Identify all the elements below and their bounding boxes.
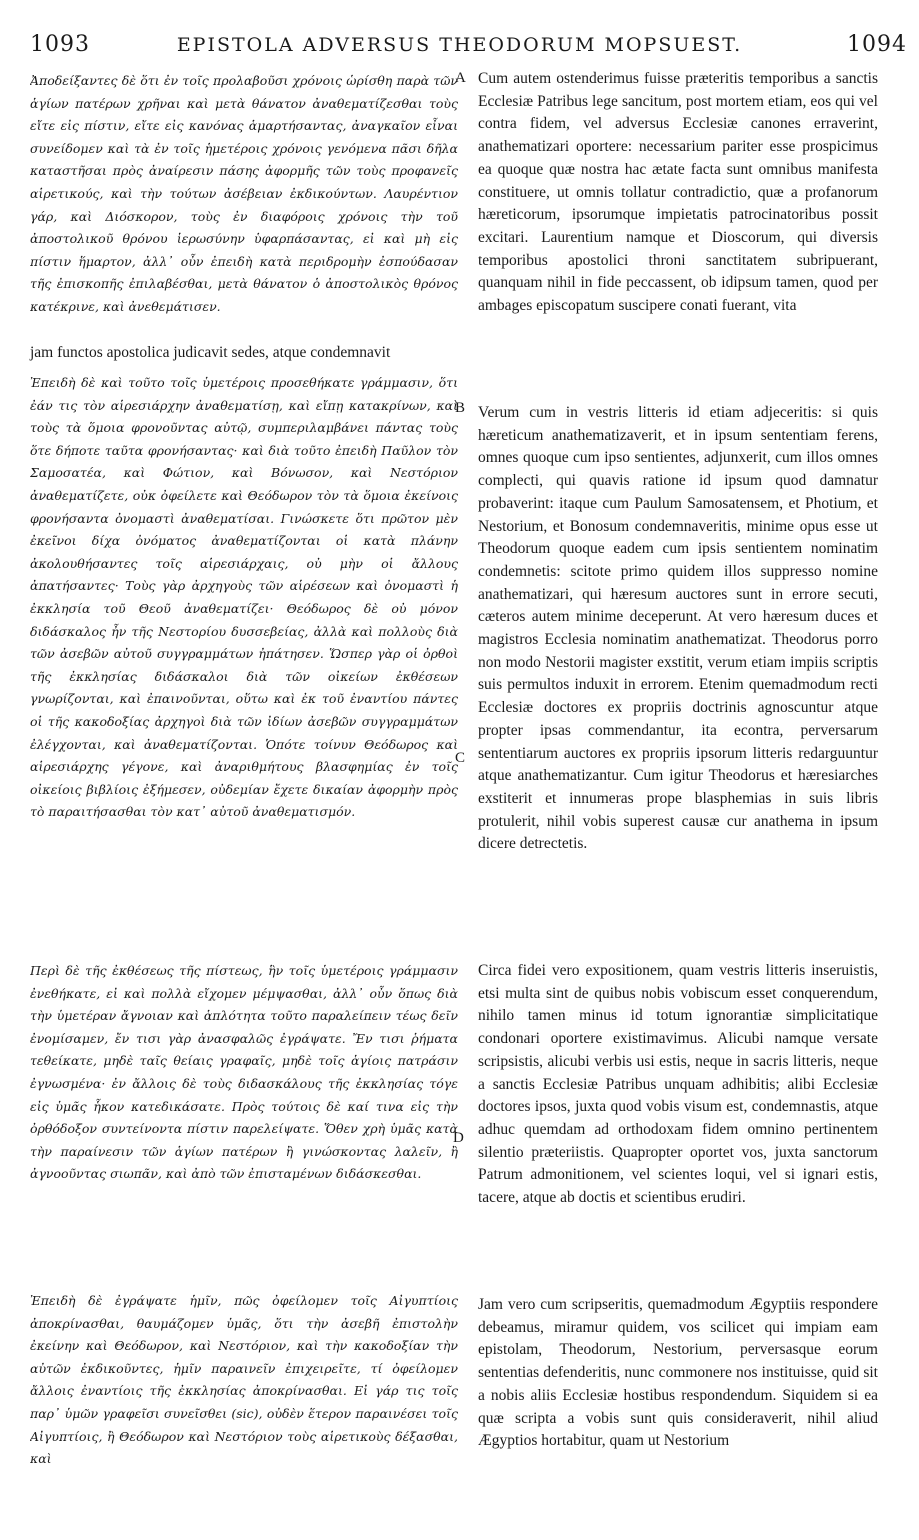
marker-d: D bbox=[453, 1130, 464, 1146]
greek-text: Ἐπειδὴ δὲ ἐγράψατε ἡμῖν, πῶς ὀφείλομεν τοῖς Αἰγυπτίοις ἀποκρίνασθαι, θαυμάζομεν ὑμᾶς, ὅτι τὴν ἀσεβῆ ἐπιστολὴν ἐκείνην καὶ Θεόδωρον, καὶ Νεστόριον, καὶ τὴν κακοδοξίαν τὴν αὐτῶν ἐκδικοῦντες, ἡμῖν παραινεῖν ἐπιχειρεῖτε, τί ὀφείλομεν ἄλλοις ἐναντίοις τῆς ἐκκλησίας ἀποκρίνασθαι. Εἰ γάρ τις τοῖς παρ᾽ ὑμῶν γραφεῖσι συνεῖσθει (sic), οὐδὲν ἕτερον παραινέσει τοῖς Αἰγυπτίοις, ἢ Θεόδωρον καὶ Νεστόριον τοὺς αἱρετικοὺς δέξασθαι, καὶ bbox=[30, 1293, 458, 1467]
latin-paragraph-2 bbox=[478, 402, 878, 947]
greek-paragraph-2 bbox=[30, 372, 458, 917]
spanning-line: jam functos apostolica judicavit sedes, atque condemnavit bbox=[30, 344, 391, 361]
page-header bbox=[0, 30, 919, 60]
greek-paragraph-3 bbox=[30, 960, 458, 1240]
greek-text: Περὶ δὲ τῆς ἐκθέσεως τῆς πίστεως, ἣν τοῖς ὑμετέροις γράμμασιν ἐνεθήκατε, εἰ καὶ πολλὰ εἴχομεν μέμψασθαι, ἀλλ᾽ οὖν ὅπως διὰ τὴν ὑμετέραν ἄγνοιαν καὶ ἁπλότητα τοῦτο παραλείπειν τέως δεῖν ἐνομίσαμεν, ἔν τισι γὰρ ἀνασφαλῶς ἐγράψατε. Ἔν τισι ῥήματα τεθείκατε, μηδὲ ταῖς θείαις γραφαῖς, μηδὲ τοῖς ἁγίοις πατράσιν ἐγνωσμένα· ἐν ἄλλοις δὲ τοὺς διδασκάλους τῆς ἐκκλησίας τόγε εἰς ὑμᾶς ἧκον κατεδικάσατε. Πρὸς τούτοις δὲ καί τινα εἰς τὴν ὀρθόδοξον συντείνοντα πίστιν παρελείψατε. Ὅθεν χρὴ ὑμᾶς κατὰ τὴν παραίνεσιν τῶν ἁγίων πατέρων ἢ γινώσκοντας λαλεῖν, ἢ ἀγνοοῦντας σιωπᾶν, καὶ ἀπὸ τῶν ἐπισταμένων διδάσκεσθαι. bbox=[30, 963, 458, 1182]
latin-paragraph-1 bbox=[478, 68, 878, 363]
page-number-left: 1093 bbox=[30, 32, 90, 57]
marker-c: C bbox=[455, 750, 466, 766]
latin-paragraph-4 bbox=[478, 1294, 878, 1526]
marker-a: A bbox=[455, 70, 466, 86]
page-number-right: 1094 bbox=[847, 32, 907, 57]
latin-text: Cum autem ostenderimus fuisse præteritis temporibus a sanctis Ecclesiæ Patribus lege sancitum, post mortem etiam, eos qui vel contra fidem, vel adversus Ecclesiæ canones erraverint, anathematizari oportere: necessarium pariter esse prospicimus ea quoque quæ nostra hac ætate facta sunt omnibus manifesta constituere, ut omnis tollatur contradictio, quæ a profanorum hæreticorum, ipsorumque impietatis patrocinatoribus possit excitari. Laurentium namque et Dioscorum, qui diversis temporibus apostolici throni sanctitatem subripuerant, quanquam nihil in fide peccassent, ob idipsum tamen, quod per ambages episcopatum suscipere conati fuerant, vita bbox=[478, 70, 878, 315]
latin-text: Verum cum in vestris litteris id etiam adjeceritis: si quis hæreticum anathematizaverit, et in ipsum sententiam ferens, omnes quoque cum ipso sentientes, adjunxerit, cum illos omnes complecti, qui quavis ratione id ipsum quod damnatur probaverint: itaque cum Paulum Samosatensem, et Photium, et Nestorium, et Bonosum condemnaveritis, minime opus esse ut Theodorum quoque eadem cum ipsis sentientem nominatim condemnetis: scitote primo quidem illos suppresso nomine anathematizari, qui hæresum auctores sunt in errore secuti, cæteros autem minime deceperunt. At vero hæresum duces et magistros Ecclesia nominatim anathematizat. Theodorus porro non modo Nestorii magister exstitit, verum etiam impiis scriptis suis permultos induxit in errorem. Etenim quemadmodum recti Ecclesiæ doctores ex propriis doctrinis agnoscuntur atque propter ipsas commendantur, ita econtra, perversarum sententiarum auctores ex propriis ipsorum litteris redarguuntur atque anathematizantur. Cum igitur Theodorus et hæresiarches exstiterit et innumeras prope blasphemias in suis libris protulerit, nihil vobis superest causæ cur anathema in ipsum dicere detrectetis. bbox=[478, 404, 878, 853]
latin-text: Circa fidei vero expositionem, quam vestris litteris inseruistis, etsi multa sint de quibus nobis vobiscum esset conquerendum, nihilo tamen minus id totum ignorantiæ simplicitatique condonari oportere existimavimus. Alicubi namque versate scripsistis, alicubi verbis usi estis, neque in sacris litteris, neque a sanctis Ecclesiæ Patribus unquam adhibitis; alibi Ecclesiæ doctores ipsos, juxta quod vobis visum est, condemnastis, atque adhuc quemdam ad orthodoxam fidem omnino pertinentem silentio præteriistis. Quapropter oportet vos, juxta sanctorum Patrum admonitionem, vel scientes loqui, vel si ignari estis, tacere, atque ab doctis et scientibus erudiri. bbox=[478, 962, 878, 1207]
running-title: EPISTOLA ADVERSUS THEODORUM MOPSUEST. bbox=[176, 34, 743, 56]
latin-paragraph-3 bbox=[478, 960, 878, 1280]
greek-text: Ἀποδείξαντες δὲ ὅτι ἐν τοῖς προλαβοῦσι χρόνοις ὡρίσθη παρὰ τῶν ἁγίων πατέρων χρῆναι καὶ μετὰ θάνατον ἀναθεματίζεσθαι τοὺς εἴτε εἰς πίστιν, εἴτε εἰς κανόνας ἁμαρτήσαντας, ἀναγκαῖον εἶναι συνείδομεν καὶ τὰ ἐν τοῖς ἡμετέροις χρόνοις γενόμενα πᾶσι δῆλα καταστῆσαι πρὸς ἀναίρεσιν πάσης ἀφορμῆς τῶν τοὺς προφανεῖς αἱρετικούς, καὶ τὴν τούτων ἀσέβειαν ἐκδικούντων. Λαυρέντιον γάρ, καὶ Διόσκορον, τοὺς ἐν διαφόροις χρόνοις τὴν τοῦ ἀποστολικοῦ θρόνου ἱερωσύνην ὑφαρπάσαντας, εἰ καὶ μὴ εἰς πίστιν ἥμαρτον, ἀλλ᾽ οὖν ἐπειδὴ κατὰ περιδρομὴν ἐσπούδασαν τῆς ἐπισκοπῆς ἐπιλαβέσθαι, μετὰ θάνατον ὁ ἀποστολικὸς θρόνος κατέκρινε, καὶ ἀνεθεμάτισεν. bbox=[30, 73, 458, 314]
marker-b: B bbox=[455, 400, 466, 416]
greek-text: Ἐπειδὴ δὲ καὶ τοῦτο τοῖς ὑμετέροις προσεθήκατε γράμμασιν, ὅτι ἐάν τις τὸν αἱρεσιάρχην ἀναθεματίσῃ, καὶ εἴπῃ κατακρίνων, καὶ τοὺς τὰ ὅμοια φρονοῦντας αὐτῷ, συμπεριλαμβάνει πάντας τοὺς ὅτε δήποτε ταῦτα φρονήσαντας· καὶ διὰ τοῦτο ἐπειδὴ Παῦλον τὸν Σαμοσατέα, καὶ Φώτιον, καὶ Βόνωσον, καὶ Νεστόριον ἀναθεματίζετε, οὐκ ὀφείλετε καὶ Θεόδωρον τὸν τὰ ὅμοια ἐκείνοις φρονήσαντα ὀνομαστὶ ἀναθεματίσαι. Γινώσκετε ὅτι πρῶτον μὲν ἐκεῖνοι δίχα ὀνόματος ἀναθεματίζονται οἱ κατὰ πλάνην ἀκολουθήσαντες τοῖς αἱρεσιάρχαις, οὐ μὴν οἱ ἄλλους ἀπατήσαντες· Τοὺς γὰρ ἀρχηγοὺς τῶν αἱρέσεων καὶ ὀνομαστὶ ἡ ἐκκλησία τοῦ Θεοῦ ἀναθεματίζει· Θεόδωρος δὲ οὐ μόνον διδάσκαλος ἦν τῆς Νεστορίου δυσσεβείας, ἀλλὰ καὶ πολλοὺς διὰ τῶν ἀσεβῶν αὐτοῦ συγγραμμάτων ἠπάτησεν. Ὥσπερ γὰρ οἱ ὀρθοὶ τῆς ἐκκλησίας διδάσκαλοι διὰ τῶν οἰκείων ἐκθέσεων γνωρίζονται, καὶ ἐπαινοῦνται, οὕτω καὶ ἐκ τοῦ ἐναντίου πάντες οἱ τῆς κακοδοξίας ἀρχηγοὶ διὰ τῶν ἰδίων ἀσεβῶν συγγραμμάτων ἐλέγχονται, καὶ ἀναθεματίζονται. Ὁπότε τοίνυν Θεόδωρος καὶ αἱρεσιάρχης γέγονε, καὶ ἀναριθμήτους βλασφημίας ἐν τοῖς οἰκείοις βιβλίοις ἐξήμεσεν, οὐδεμίαν ἔχετε δικαίαν ἀφορμὴν πρὸς τὸ παραιτήσασθαι τὸν κατ᾽ αὐτοῦ ἀναθεματισμόν. bbox=[30, 375, 458, 820]
greek-paragraph-4 bbox=[30, 1290, 458, 1525]
greek-paragraph-1 bbox=[30, 70, 458, 342]
latin-text: Jam vero cum scripseritis, quemadmodum Ægyptiis respondere debeamus, miramur quidem, vos scilicet qui impiam eam epistolam, Theodorum, Nestorium, perversasque eorum sententias defenderitis, nunc commonere nos instituisse, quid sit a nobis aliis Ecclesiæ hostibus respondendum. Siquidem si ea quæ scripta a vobis sunt quis consideraverit, nihil aliud Ægyptios hortabitur, quam ut Nestorium bbox=[478, 1296, 878, 1450]
